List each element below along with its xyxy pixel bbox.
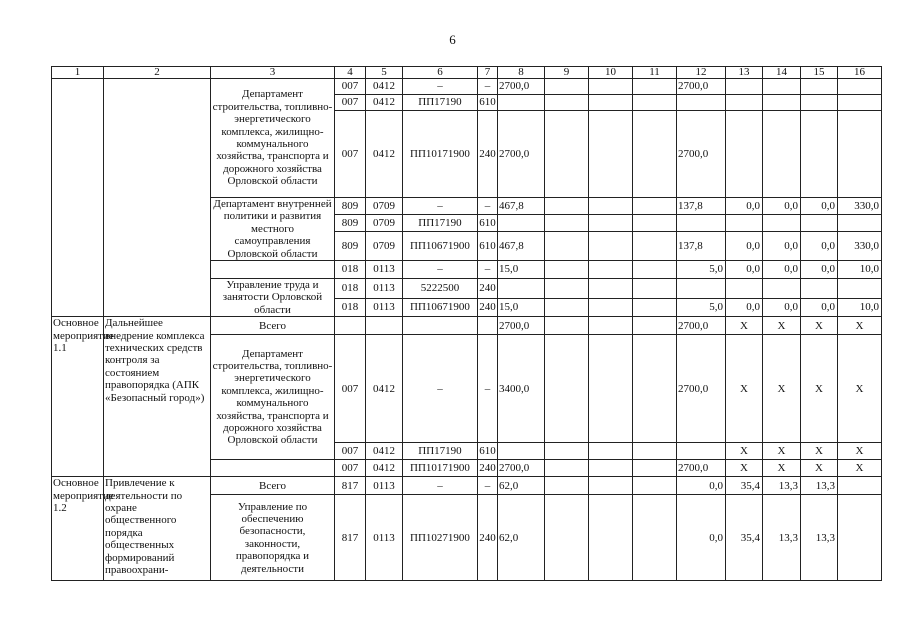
cell-empty: [211, 261, 335, 279]
cell-type: 610: [478, 215, 498, 232]
cell-section: 0412: [366, 79, 403, 95]
cell-empty: [677, 215, 726, 232]
cell-section: 0709: [366, 198, 403, 215]
cell-empty: [633, 298, 677, 317]
cell-target: ПП10171900: [403, 111, 478, 198]
cell-grbs: 809: [335, 198, 366, 215]
cell-empty: [589, 495, 633, 581]
cell-empty: [589, 460, 633, 477]
cell-empty: [545, 477, 589, 495]
cell-value: 62,0: [498, 477, 545, 495]
cell-value: X: [838, 443, 882, 460]
cell-empty: [633, 443, 677, 460]
cell-value: 13,3: [801, 477, 838, 495]
cell-empty: [589, 279, 633, 299]
cell-empty: [677, 95, 726, 111]
cell-empty: [589, 79, 633, 95]
cell-type: 240: [478, 495, 498, 581]
cell-empty: [478, 317, 498, 335]
cell-grbs: 007: [335, 95, 366, 111]
cell-value: 2700,0: [498, 317, 545, 335]
table-row: [52, 317, 882, 335]
activity-1-2-description: Привлечение к деятельности по охране общественного порядка общественных формирований правоохрани-: [104, 477, 211, 581]
cell-value: X: [763, 335, 801, 443]
cell-section: 0412: [366, 111, 403, 198]
header-cell: 6: [403, 67, 478, 79]
cell-value: 330,0: [838, 232, 882, 261]
cell-value: 13,3: [763, 495, 801, 581]
cell-empty: [801, 279, 838, 299]
header-cell: 4: [335, 67, 366, 79]
cell-grbs: 809: [335, 232, 366, 261]
cell-empty: [677, 279, 726, 299]
cell-section: 0113: [366, 495, 403, 581]
cell-type: 610: [478, 443, 498, 460]
cell-value: 13,3: [801, 495, 838, 581]
cell-section: 0113: [366, 298, 403, 317]
cell-empty: [838, 111, 882, 198]
cell-empty: [726, 79, 763, 95]
cell-value: X: [801, 317, 838, 335]
cell-grbs: 007: [335, 335, 366, 443]
cell-empty: [589, 443, 633, 460]
cell-value: 35,4: [726, 477, 763, 495]
cell-grbs: 007: [335, 79, 366, 95]
department-construction: Департамент строительства, топливно-энергетического комплекса, жилищно-коммунального хозяйства, транспорта и дорожного хозяйства Орловской области: [211, 335, 335, 460]
cell-value: 5,0: [677, 261, 726, 279]
cell-target: –: [403, 79, 478, 95]
cell-empty: [838, 95, 882, 111]
cell-empty: [763, 95, 801, 111]
department-construction: Департамент строительства, топливно-энергетического комплекса, жилищно-коммунального хозяйства, транспорта и дорожного хозяйства Орловской области: [211, 79, 335, 198]
cell-empty: [801, 79, 838, 95]
cell-value: 62,0: [498, 495, 545, 581]
cell-empty: [838, 279, 882, 299]
cell-grbs: 817: [335, 477, 366, 495]
cell-value: 2700,0: [498, 460, 545, 477]
cell-value: 2700,0: [677, 111, 726, 198]
cell-empty: [335, 317, 366, 335]
header-cell: 11: [633, 67, 677, 79]
header-cell: 12: [677, 67, 726, 79]
cell-empty: [545, 79, 589, 95]
cell-value: 13,3: [763, 477, 801, 495]
header-cell: 2: [104, 67, 211, 79]
cell-value: 0,0: [763, 198, 801, 215]
cell-value: 35,4: [726, 495, 763, 581]
table-row: [52, 477, 882, 495]
cell-target: ПП17190: [403, 215, 478, 232]
cell-empty: [589, 298, 633, 317]
department-security: Управление по обеспечению безопасности, законности, правопорядка и деятельности: [211, 495, 335, 581]
cell-empty: [801, 95, 838, 111]
header-cell: 14: [763, 67, 801, 79]
cell-value: X: [838, 460, 882, 477]
cell-section: 0113: [366, 261, 403, 279]
cell-empty: [589, 198, 633, 215]
cell-empty: [763, 279, 801, 299]
cell-section: 0709: [366, 215, 403, 232]
header-cell: 13: [726, 67, 763, 79]
activity-1-2-label: Основное мероприятие 1.2: [52, 477, 104, 581]
cell-empty: [545, 111, 589, 198]
cell-empty: [545, 298, 589, 317]
cell-target: –: [403, 477, 478, 495]
cell-value: X: [801, 460, 838, 477]
header-cell: 5: [366, 67, 403, 79]
cell-empty: [545, 443, 589, 460]
page-number: 6: [449, 32, 456, 47]
cell-target: 5222500: [403, 279, 478, 299]
cell-value: X: [726, 460, 763, 477]
cell-empty: [633, 95, 677, 111]
cell-value: 467,8: [498, 232, 545, 261]
cell-section: 0412: [366, 443, 403, 460]
cell-empty: [366, 317, 403, 335]
cell-value: 15,0: [498, 298, 545, 317]
cell-value: 0,0: [677, 495, 726, 581]
budget-table: [51, 66, 882, 581]
header-cell: 7: [478, 67, 498, 79]
cell-grbs: 007: [335, 460, 366, 477]
cell-col2-empty: [104, 79, 211, 317]
cell-grbs: 007: [335, 111, 366, 198]
cell-empty: [545, 198, 589, 215]
cell-section: 0412: [366, 95, 403, 111]
cell-value: 0,0: [726, 232, 763, 261]
cell-target: ПП10671900: [403, 232, 478, 261]
cell-empty: [545, 215, 589, 232]
cell-empty: [838, 495, 882, 581]
cell-target: –: [403, 335, 478, 443]
cell-empty: [589, 95, 633, 111]
cell-value: X: [763, 443, 801, 460]
cell-value: 2700,0: [677, 317, 726, 335]
cell-empty: [589, 232, 633, 261]
activity-1-1-label: Основное мероприятие 1.1: [52, 317, 104, 477]
cell-empty: [498, 279, 545, 299]
table-row: [52, 79, 882, 95]
cell-empty: [403, 317, 478, 335]
cell-value: 0,0: [763, 298, 801, 317]
cell-value: X: [801, 443, 838, 460]
cell-section: 0709: [366, 232, 403, 261]
cell-value: X: [838, 335, 882, 443]
cell-value: 0,0: [763, 261, 801, 279]
cell-value: 467,8: [498, 198, 545, 215]
cell-grbs: 018: [335, 298, 366, 317]
cell-grbs: 018: [335, 279, 366, 299]
cell-value: 0,0: [726, 261, 763, 279]
cell-empty: [545, 335, 589, 443]
cell-empty: [545, 495, 589, 581]
cell-empty: [838, 477, 882, 495]
cell-empty: [545, 317, 589, 335]
cell-section: 0412: [366, 460, 403, 477]
cell-empty: [677, 443, 726, 460]
cell-value: 2700,0: [498, 111, 545, 198]
cell-value: 10,0: [838, 261, 882, 279]
cell-value: X: [838, 317, 882, 335]
cell-value: 15,0: [498, 261, 545, 279]
cell-value: 0,0: [726, 298, 763, 317]
cell-section: 0412: [366, 335, 403, 443]
cell-empty: [498, 215, 545, 232]
cell-value: 2700,0: [677, 460, 726, 477]
cell-type: 240: [478, 279, 498, 299]
cell-section: 0113: [366, 477, 403, 495]
cell-type: –: [478, 261, 498, 279]
activity-1-1-description: Дальнейшее внедрение комплекса технических средств контроля за состоянием правопорядка (АПК «Безопасный город»): [104, 317, 211, 477]
cell-value: 0,0: [677, 477, 726, 495]
cell-empty: [633, 317, 677, 335]
cell-type: 610: [478, 232, 498, 261]
cell-value: 330,0: [838, 198, 882, 215]
cell-value: X: [801, 335, 838, 443]
cell-type: 240: [478, 460, 498, 477]
cell-value: X: [726, 317, 763, 335]
cell-value: 2700,0: [677, 79, 726, 95]
total-label: Всего: [211, 477, 335, 495]
cell-empty: [726, 215, 763, 232]
cell-value: 5,0: [677, 298, 726, 317]
header-cell: 16: [838, 67, 882, 79]
cell-empty: [498, 95, 545, 111]
cell-target: ПП10171900: [403, 460, 478, 477]
cell-value: 0,0: [763, 232, 801, 261]
cell-empty: [763, 111, 801, 198]
cell-target: ПП10671900: [403, 298, 478, 317]
cell-empty: [545, 279, 589, 299]
cell-empty: [801, 111, 838, 198]
cell-empty: [838, 215, 882, 232]
cell-col1-empty: [52, 79, 104, 317]
cell-value: X: [726, 443, 763, 460]
cell-value: X: [726, 335, 763, 443]
cell-grbs: 817: [335, 495, 366, 581]
cell-value: 0,0: [726, 198, 763, 215]
cell-target: –: [403, 198, 478, 215]
cell-empty: [633, 79, 677, 95]
department-internal-policy: Департамент внутренней политики и развития местного самоуправления Орловской области: [211, 198, 335, 261]
cell-empty: [589, 317, 633, 335]
cell-empty: [589, 477, 633, 495]
cell-empty: [633, 460, 677, 477]
cell-value: 137,8: [677, 198, 726, 215]
cell-empty: [545, 460, 589, 477]
cell-empty: [633, 215, 677, 232]
cell-empty: [633, 111, 677, 198]
cell-value: 10,0: [838, 298, 882, 317]
cell-grbs: 809: [335, 215, 366, 232]
cell-value: X: [763, 460, 801, 477]
cell-empty: [726, 111, 763, 198]
cell-empty: [633, 477, 677, 495]
cell-value: 0,0: [801, 298, 838, 317]
cell-value: 3400,0: [498, 335, 545, 443]
cell-target: ПП10271900: [403, 495, 478, 581]
header-cell: 1: [52, 67, 104, 79]
cell-empty: [545, 232, 589, 261]
cell-target: ПП17190: [403, 95, 478, 111]
cell-empty: [633, 495, 677, 581]
cell-empty: [589, 335, 633, 443]
cell-target: ПП17190: [403, 443, 478, 460]
department-labor: Управление труда и занятости Орловской области: [211, 279, 335, 317]
cell-empty: [801, 215, 838, 232]
cell-empty: [633, 232, 677, 261]
cell-empty: [211, 460, 335, 477]
cell-type: –: [478, 79, 498, 95]
cell-value: 2700,0: [677, 335, 726, 443]
cell-type: –: [478, 335, 498, 443]
cell-grbs: 018: [335, 261, 366, 279]
cell-value: 0,0: [801, 232, 838, 261]
cell-empty: [633, 261, 677, 279]
cell-value: X: [763, 317, 801, 335]
cell-empty: [545, 261, 589, 279]
cell-type: 240: [478, 298, 498, 317]
cell-empty: [545, 95, 589, 111]
cell-empty: [838, 79, 882, 95]
cell-empty: [589, 111, 633, 198]
cell-empty: [726, 279, 763, 299]
cell-type: 240: [478, 111, 498, 198]
cell-empty: [633, 198, 677, 215]
cell-empty: [589, 261, 633, 279]
cell-empty: [763, 79, 801, 95]
cell-value: 137,8: [677, 232, 726, 261]
header-cell: 15: [801, 67, 838, 79]
cell-section: 0113: [366, 279, 403, 299]
cell-value: 0,0: [801, 261, 838, 279]
cell-target: –: [403, 261, 478, 279]
cell-type: –: [478, 477, 498, 495]
cell-empty: [763, 215, 801, 232]
total-label: Всего: [211, 317, 335, 335]
header-cell: 8: [498, 67, 545, 79]
cell-type: 610: [478, 95, 498, 111]
cell-value: 2700,0: [498, 79, 545, 95]
cell-empty: [633, 279, 677, 299]
cell-empty: [498, 443, 545, 460]
header-cell: 3: [211, 67, 335, 79]
cell-empty: [726, 95, 763, 111]
header-row: [52, 67, 882, 79]
cell-type: –: [478, 198, 498, 215]
header-cell: 10: [589, 67, 633, 79]
cell-empty: [633, 335, 677, 443]
cell-grbs: 007: [335, 443, 366, 460]
cell-value: 0,0: [801, 198, 838, 215]
cell-empty: [589, 215, 633, 232]
header-cell: 9: [545, 67, 589, 79]
